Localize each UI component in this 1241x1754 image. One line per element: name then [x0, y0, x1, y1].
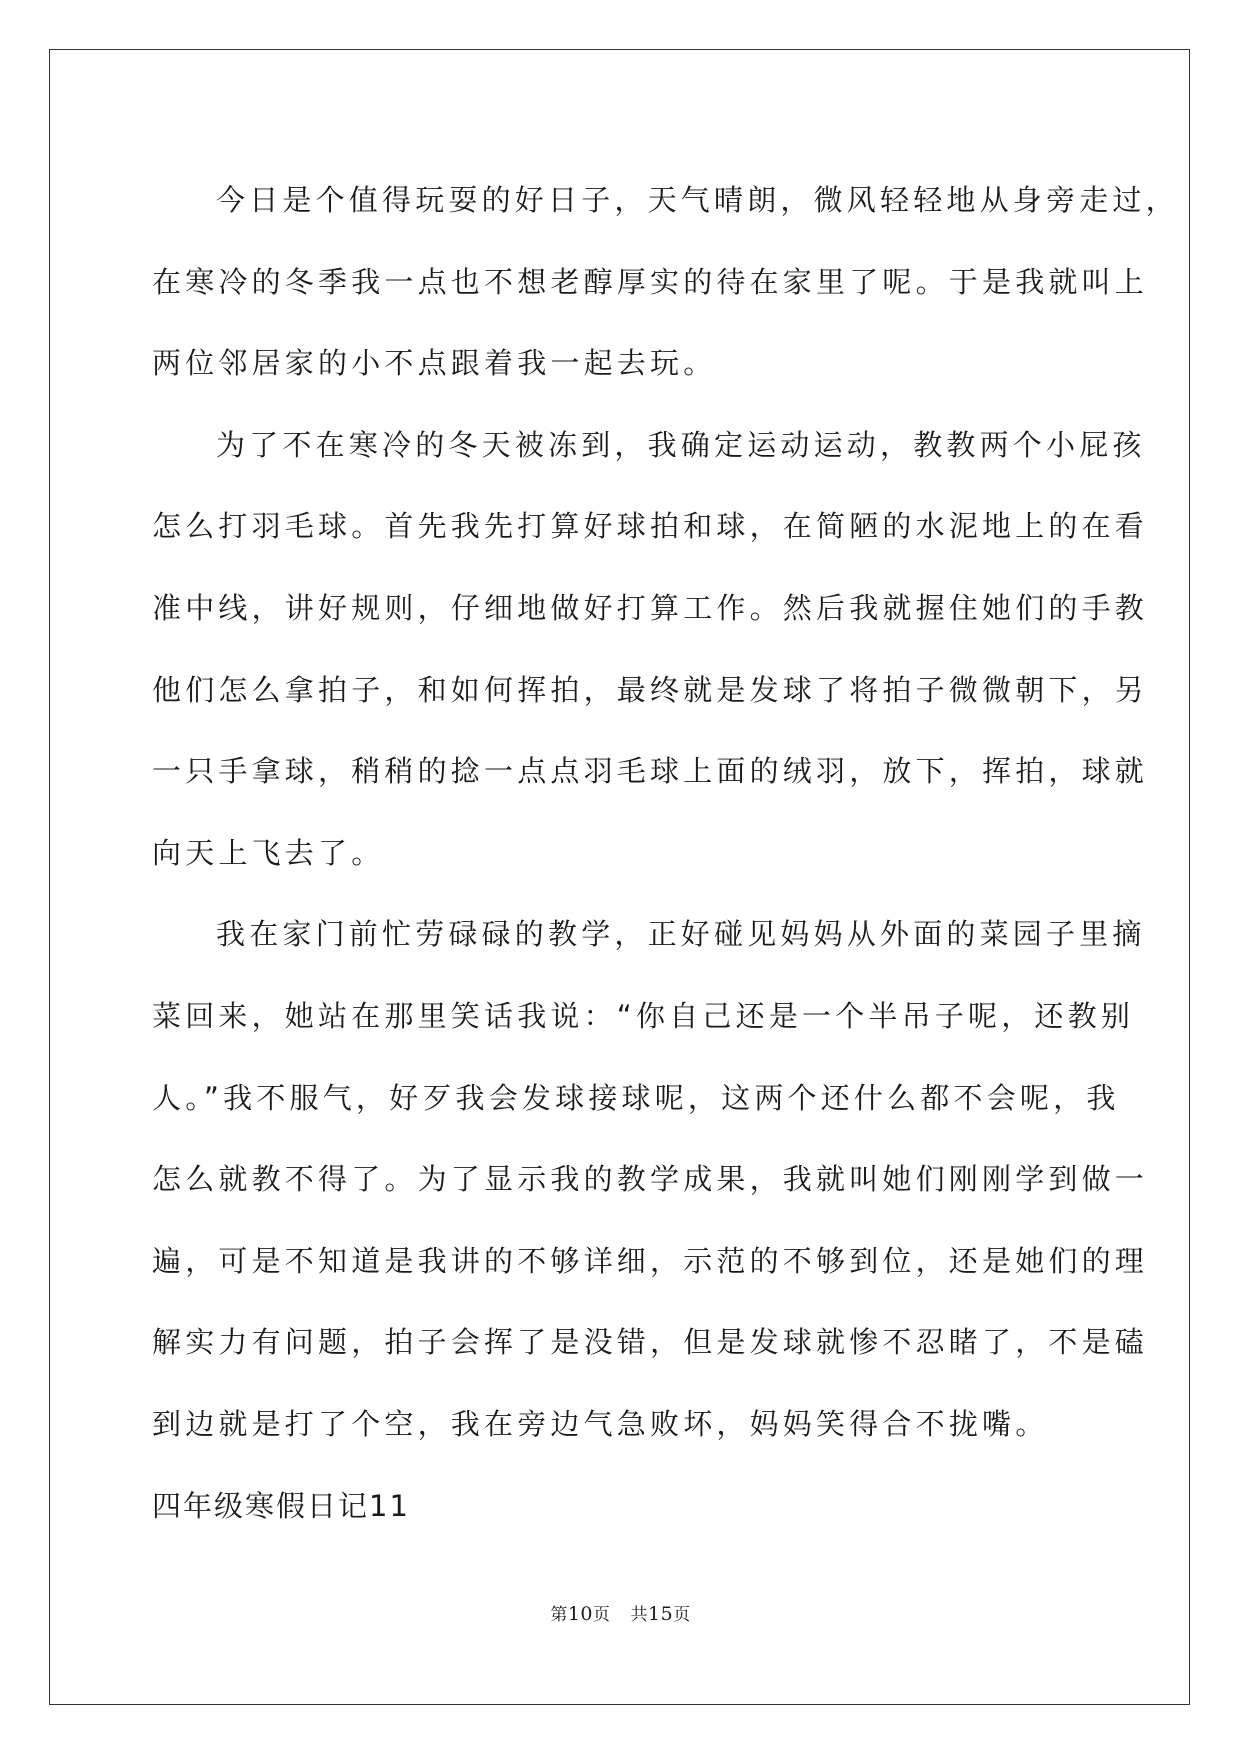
- paragraph-2: [152, 405, 1149, 895]
- page-label-prefix: 第: [550, 1605, 568, 1625]
- text-line: 菜回来，她站在那里笑话我说：“你自己还是一个半吊子呢，还教别: [152, 998, 1135, 1033]
- paragraph-1: [152, 160, 1179, 405]
- document-body: [152, 160, 1179, 1547]
- text-line: 为了不在寒冷的冬天被冻到，我确定运动运动，教教两个小屁孩: [216, 427, 1146, 462]
- text-line: 到边就是打了个空，我在旁边气急败坏，妈妈笑得合不拢嘴。: [152, 1406, 1049, 1441]
- total-label-prefix: 共: [630, 1605, 648, 1625]
- total-label-suffix: 页: [673, 1605, 691, 1625]
- text-line: 他们怎么拿拍子，和如何挥拍，最终就是发球了将拍子微微朝下，另: [152, 672, 1149, 707]
- page-footer: [0, 1600, 1241, 1625]
- text-line: 怎么就教不得了。为了显示我的教学成果，我就叫她们刚刚学到做一: [152, 1162, 1149, 1197]
- text-line: 人。”我不服气，好歹我会发球接球呢，这两个还什么都不会呢，我: [152, 1080, 1120, 1115]
- text-line: 今日是个值得玩耍的好日子，天气晴朗，微风轻轻地从身旁走过，: [216, 183, 1179, 217]
- text-line: 遍，可是不知道是我讲的不够详细，示范的不够到位，还是她们的理: [152, 1243, 1149, 1278]
- text-line: 怎么打羽毛球。首先我先打算好球拍和球，在简陋的水泥地上的在看: [152, 509, 1149, 544]
- text-line: 在寒冷的冬季我一点也不想老醇厚实的待在家里了呢。于是我就叫上: [152, 264, 1149, 299]
- section-heading: 四年级寒假日记11: [152, 1488, 410, 1523]
- text-line: 我在家门前忙劳碌碌的教学，正好碰见妈妈从外面的菜园子里摘: [216, 917, 1146, 952]
- text-line: 两位邻居家的小不点跟着我一起去玩。: [152, 346, 717, 381]
- text-line: 解实力有问题，拍子会挥了是没错，但是发球就惨不忍睹了，不是磕: [152, 1325, 1149, 1360]
- text-line: 一只手拿球，稍稍的捻一点点羽毛球上面的绒羽，放下，挥拍，球就: [152, 754, 1149, 789]
- current-page-number: 10: [567, 1603, 593, 1625]
- paragraph-3: [152, 894, 1149, 1465]
- text-line: 向天上飞去了。: [152, 835, 385, 870]
- text-line: 准中线，讲好规则，仔细地做好打算工作。然后我就握住她们的手教: [152, 590, 1149, 625]
- page-label-suffix: 页: [593, 1605, 611, 1625]
- total-page-number: 15: [648, 1603, 674, 1625]
